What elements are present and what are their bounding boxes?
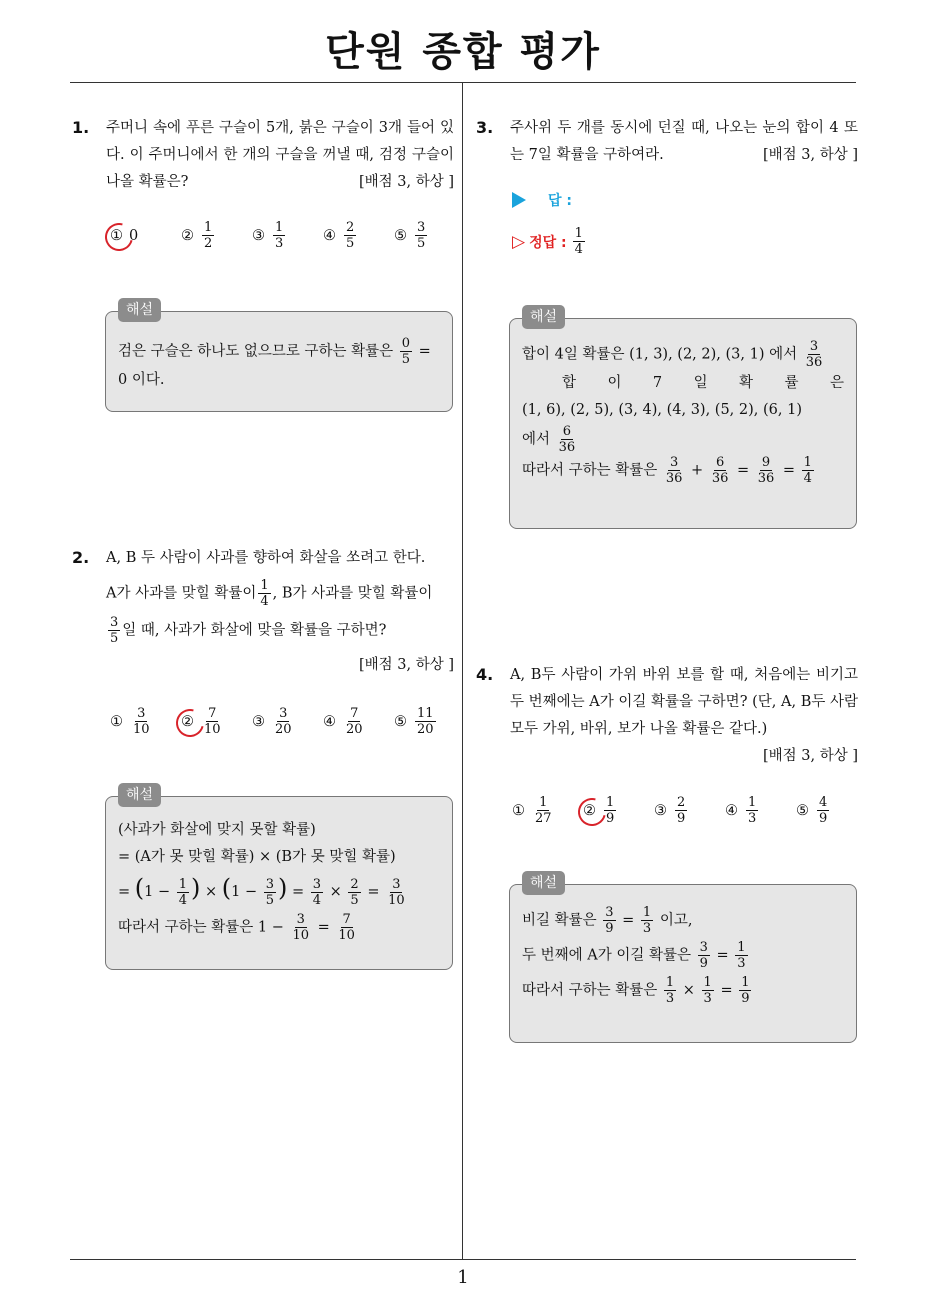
spread-word: 7 (652, 375, 663, 391)
question-2-text: A가 사과를 맞힐 확률이 (106, 585, 257, 602)
option-3[interactable] (252, 706, 323, 737)
solution-equation: = (1 − $\frac{1}{4}$ ) × (1 − $\frac{3}{5}$ ) = $\frac{3}{4}$ × $\frac{2}{5}$ = $\frac{3}{10}$ (118, 874, 405, 908)
play-outline-icon: ▷ (512, 231, 526, 252)
top-divider (70, 82, 856, 83)
option-number: ⑤ (394, 227, 407, 244)
option-number: ① (110, 228, 123, 244)
question-4 (510, 662, 858, 770)
solution-text: 따라서 구하는 확률은 $\frac{3}{36}$ + $\frac{6}{36}$ = $\frac{9}{36}$ = $\frac{1}{4}$ (522, 455, 812, 486)
fraction: $\frac{1}{4}$ (260, 578, 269, 609)
question-2-text: A, B 두 사람이 사과를 향하여 화살을 쏘려고 한다. (106, 550, 426, 566)
option-number: ④ (323, 713, 336, 730)
option-fraction: $\frac{4}{9}$ (819, 795, 828, 826)
solution-text: 합이 4일 확률은 (1, 3), (2, 2), (3, 1) 에서 $\frac{3}{36}$ (522, 339, 823, 370)
spread-word: 률 (784, 375, 799, 391)
option-fraction: $\frac{1}{9}$ (606, 795, 615, 826)
question-2-solution (105, 787, 453, 970)
option-fraction: $\frac{1}{3}$ (748, 795, 757, 826)
question-4-solution (509, 875, 857, 1043)
question-2-text: , B가 사과를 맞힐 확률이 (272, 585, 433, 602)
option-4[interactable] (725, 795, 796, 826)
solution-text: 따라서 구하는 확률은 1 − $\frac{3}{10}$ = $\frac{7}{10}$ (118, 911, 355, 943)
solution-text (522, 370, 844, 397)
answer-label: 답 : (548, 193, 572, 209)
question-2-score: [배점 3, 하상 ] (358, 657, 454, 673)
question-1 (106, 115, 454, 196)
solution-label: 해설 (522, 871, 565, 895)
option-number: ⑤ (796, 802, 809, 819)
play-icon (512, 192, 526, 208)
column-divider (462, 83, 463, 1259)
option-number: ③ (252, 713, 265, 730)
option-number: ⑤ (394, 713, 407, 730)
question-1-text: 주머니 속에 푸른 구슬이 5개, 붉은 구슬이 3개 들어 있다. 이 주머니에서 한 개의 구슬을 꺼낼 때, 검정 구슬이 나올 확률은? (106, 120, 454, 190)
question-1-score: [배점 3, 하상 ] (358, 174, 454, 190)
option-5[interactable] (796, 795, 867, 826)
fraction: $\frac{0}{5}$ (401, 336, 411, 367)
correct-answer-row (512, 226, 587, 257)
option-number: ② (181, 714, 194, 730)
question-4-text: A, B두 사람이 가위 바위 보를 할 때, 처음에는 비기고 두 번째에는 A가 이길 확률을 구하면? (단, A, B두 사람 모두 가위, 바위, 보가 나올 확률은 같다.) (510, 667, 858, 737)
option-5[interactable] (394, 706, 465, 737)
option-fraction: $\frac{7}{10}$ (204, 706, 221, 737)
option-number: ② (583, 803, 596, 819)
question-4-options (512, 795, 867, 826)
solution-label: 해설 (118, 298, 161, 322)
question-1-solution (105, 302, 453, 412)
solution-text: = (A가 못 맞힐 확률) × (B가 못 맞힐 확률) (118, 849, 396, 865)
option-fraction: $\frac{11}{20}$ (417, 706, 434, 737)
option-3[interactable] (252, 220, 323, 251)
option-fraction: $\frac{3}{5}$ (417, 220, 426, 251)
option-number: ④ (323, 227, 336, 244)
option-2[interactable] (181, 706, 252, 737)
option-5[interactable] (394, 220, 465, 251)
answer-row (512, 190, 572, 210)
question-2-options (110, 706, 465, 737)
option-number: ② (181, 227, 194, 244)
question-3 (510, 115, 858, 169)
selected-circle-icon (100, 217, 138, 255)
option-3[interactable] (654, 795, 725, 826)
spread-word: 확 (739, 375, 754, 391)
solution-label: 해설 (522, 305, 565, 329)
question-4-score: [배점 3, 하상 ] (762, 748, 858, 764)
question-3-solution (509, 309, 857, 529)
solution-text: 에서 $\frac{6}{36}$ (522, 424, 576, 455)
spread-word: 일 (693, 375, 708, 391)
question-2-number: 2. (72, 548, 90, 567)
option-number: ① (512, 802, 525, 819)
fraction: $\frac{1}{4}$ (574, 226, 583, 257)
option-4[interactable] (323, 220, 394, 251)
solution-label: 해설 (118, 783, 161, 807)
solution-text: 따라서 구하는 확률은 $\frac{1}{3}$ × $\frac{1}{3}$ = $\frac{1}{9}$ (522, 975, 750, 1006)
option-1[interactable] (110, 706, 181, 737)
fraction: $\frac{3}{5}$ (110, 615, 119, 646)
solution-text: 검은 구슬은 하나도 없으므로 구하는 확률은 (118, 343, 394, 360)
option-4[interactable] (323, 706, 394, 737)
question-4-number: 4. (476, 665, 494, 684)
option-number: ④ (725, 802, 738, 819)
option-value: 0 (129, 227, 139, 244)
option-1[interactable] (512, 795, 583, 826)
correct-label: 정답 : (529, 234, 567, 251)
option-fraction: $\frac{2}{5}$ (346, 220, 355, 251)
solution-text: (1, 6), (2, 5), (3, 4), (4, 3), (5, 2), (6, 1) (522, 402, 802, 418)
option-fraction: $\frac{1}{2}$ (204, 220, 213, 251)
equals-sign: = (418, 343, 431, 360)
bottom-divider (70, 1259, 856, 1260)
option-fraction: $\frac{1}{27}$ (535, 795, 552, 826)
question-1-number: 1. (72, 118, 90, 137)
solution-text: 0 이다. (118, 372, 165, 388)
option-number: ③ (654, 802, 667, 819)
option-fraction: $\frac{7}{20}$ (346, 706, 363, 737)
option-fraction: $\frac{3}{10}$ (133, 706, 150, 737)
question-2 (106, 545, 454, 679)
question-2-text: 일 때, 사과가 화살에 맞을 확률을 구하면? (122, 622, 387, 639)
option-2[interactable] (181, 220, 252, 251)
question-3-score: [배점 3, 하상 ] (762, 147, 858, 163)
solution-text: 두 번째에 A가 이길 확률은 $\frac{3}{9}$ = $\frac{1}{3}$ (522, 940, 746, 971)
solution-text: (사과가 화살에 맞지 못할 확률) (118, 822, 316, 838)
option-number: ① (110, 713, 123, 730)
option-fraction: $\frac{3}{20}$ (275, 706, 292, 737)
page-number: 1 (457, 1267, 469, 1288)
option-fraction: $\frac{1}{3}$ (275, 220, 284, 251)
spread-word: 이 (607, 375, 622, 391)
option-number: ③ (252, 227, 265, 244)
question-3-number: 3. (476, 118, 494, 137)
spread-word: 합 (562, 375, 577, 391)
solution-text: 비길 확률은 $\frac{3}{9}$ = $\frac{1}{3}$ 이고, (522, 905, 693, 936)
question-3-text: 주사위 두 개를 동시에 던질 때, 나오는 눈의 합이 4 또는 7일 확률을 구하여라. (510, 120, 858, 163)
option-fraction: $\frac{2}{9}$ (677, 795, 686, 826)
option-1[interactable] (110, 228, 181, 244)
spread-word: 은 (829, 375, 844, 391)
question-1-options (110, 220, 465, 251)
page-title: 단원 종합 평가 (325, 29, 601, 75)
option-2[interactable] (583, 795, 654, 826)
